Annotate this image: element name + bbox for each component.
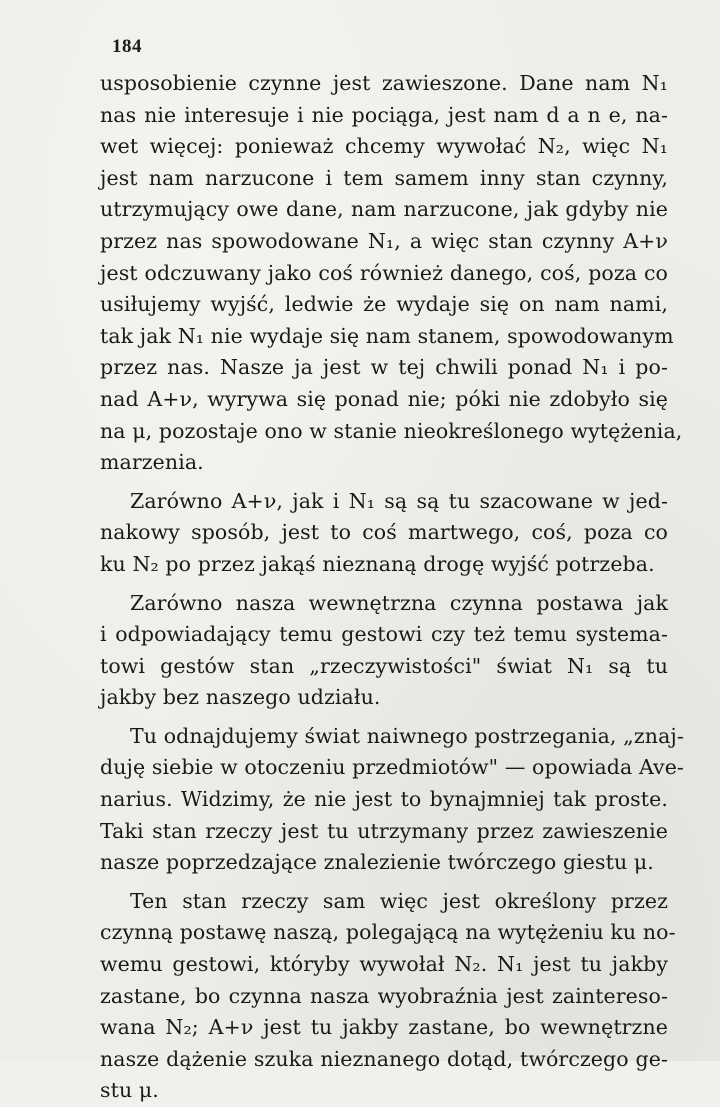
text-line: Zarówno A+ν, jak i N₁ są są tu szacowane w jed- <box>130 488 668 513</box>
paragraph-gap <box>100 479 668 486</box>
text-line: narius. Widzimy, że nie jest to bynajmniej tak proste. <box>100 787 668 812</box>
text-line: i odpowiadający temu gestowi czy też temu systema- <box>100 622 668 647</box>
text-line: nasze dążenie szuka nieznanego dotąd, twórczego ge- <box>100 1046 668 1071</box>
page-number: 184 <box>112 36 142 57</box>
text-line: towi gestów stan „rzeczywistości" świat N₁ są tu <box>100 653 668 678</box>
text-line: nakowy sposób, jest to coś martwego, coś, poza co <box>100 520 668 545</box>
body-text <box>100 68 684 1107</box>
text-line: Tu odnajdujemy świat naiwnego postrzegania, „znaj- <box>130 723 684 748</box>
text-line: nasze poprzedzające znalezienie twórczego giestu μ. <box>100 850 654 875</box>
text-line: Zarówno nasza wewnętrzna czynna postawa jak <box>130 590 668 615</box>
text-line: tak jak N₁ nie wydaje się nam stanem, spowodowanym <box>100 323 674 348</box>
text-line: jest nam narzucone i tem samem inny stan czynny, <box>100 165 668 190</box>
text-line: Taki stan rzeczy jest tu utrzymany przez zawieszenie <box>100 818 668 843</box>
text-line: utrzymujący owe dane, nam narzucone, jak gdyby nie <box>100 197 668 222</box>
text-line: wana N₂; A+ν jest tu jakby zastane, bo wewnętrzne <box>100 1015 668 1040</box>
paragraph-gap <box>100 714 668 721</box>
text-line: przez nas spowodowane N₁, a więc stan czynny A+ν <box>100 228 668 253</box>
text-line: jest odczuwany jako coś również danego, coś, poza co <box>100 260 668 285</box>
text-line: czynną postawę naszą, polegającą na wytężeniu ku no- <box>100 920 676 945</box>
text-line: usiłujemy wyjść, ledwie że wydaje się on nam nami, <box>100 292 668 317</box>
text-line: na μ, pozostaje ono w stanie nieokreślonego wytężenia, <box>100 418 683 443</box>
paragraph-gap <box>100 879 668 886</box>
text-line: nad A+ν, wyrywa się ponad nie; póki nie zdobyło się <box>100 386 668 411</box>
text-line: wemu gestowi, któryby wywołał N₂. N₁ jest tu jakby <box>100 952 668 977</box>
text-line: marzenia. <box>100 450 204 475</box>
text-line: nas nie interesuje i nie pociąga, jest nam d a n e, na- <box>100 102 668 127</box>
paragraph-gap <box>100 581 668 588</box>
text-line: Ten stan rzeczy sam więc jest określony przez <box>130 888 668 913</box>
text-line: stu μ. <box>100 1078 159 1103</box>
text-line: usposobienie czynne jest zawieszone. Dane nam N₁ <box>100 71 668 95</box>
text-line: jakby bez naszego udziału. <box>100 685 381 710</box>
text-line: przez nas. Nasze ja jest w tej chwili ponad N₁ i po- <box>100 355 668 380</box>
text-line: zastane, bo czynna nasza wyobraźnia jest zaintereso- <box>100 983 668 1008</box>
text-line: wet więcej: ponieważ chcemy wywołać N₂, więc N₁ <box>100 134 668 159</box>
text-line: ku N₂ po przez jakąś nieznaną drogę wyjść potrzeba. <box>100 551 655 576</box>
text-line: duję siebie w otoczeniu przedmiotów" — opowiada Ave- <box>100 755 684 780</box>
